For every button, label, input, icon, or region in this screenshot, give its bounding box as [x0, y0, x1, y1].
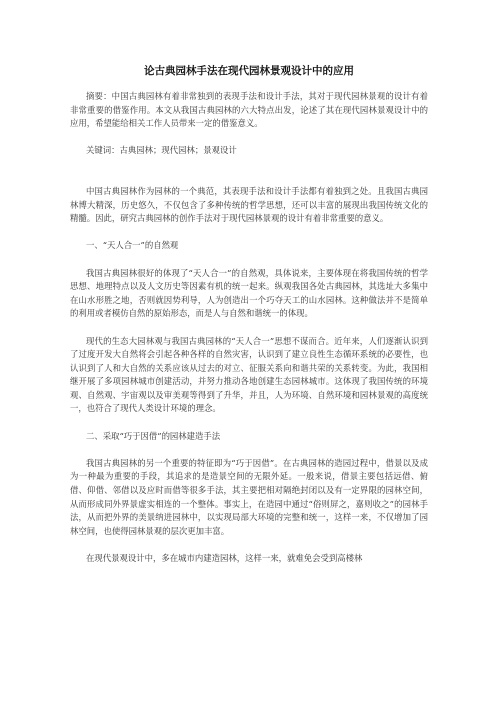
spacer — [70, 158, 428, 185]
section-1-paragraph-1: 我国古典园林很好的体现了“天人合一”的自然观，具体说来，主要体现在将我国传统的哲学思想、地理特点以及人文历史等因素有机的统一起来。纵观我国各处古典园林，其选址大多集中在山水形胜之地，否则就因势利导，人为创造出一个巧夺天工的山水园林。这种做法并不是简单的利用或者模仿自然的原始形态，而是人与自然和谐统一的体现。 — [70, 267, 428, 319]
spacer — [70, 321, 428, 335]
spacer — [70, 226, 428, 240]
spacer — [70, 253, 428, 267]
spacer — [70, 131, 428, 145]
intro-paragraph: 中国古典园林作为园林的一个典范，其表现手法和设计手法都有着独到之处。且我国古典园林博大精深，历史悠久，不仅包含了多种传统的哲学思想，还可以丰富的展现出我国传统文化的精髓。因此，研究古典园林的创作手法对于现代园林景观的设计有着非常重要的意义。 — [70, 185, 428, 224]
section-heading-2: 二、采取“巧于因借”的园林建造手法 — [86, 430, 221, 441]
section-2-paragraph-2: 在现代景观设计中，多在城市内建造园林，这样一来，就难免会受到高楼林 — [86, 553, 363, 563]
section-1-paragraph-2: 现代的生态大园林观与我国古典园林的“天人合一”思想不谋而合。近年来，人们逐渐认识到了过度开发大自然将会引起各种各样的自然灾害，认识到了建立良性生态循环系统的必要性，也认识到了人和大自然的关系应该从过去的对立、征服关系向和谐共荣的关系转变。为此，我国相继开展了多项园林城市创建活动，并努力推动各地创建生态园林城市。这体现了我国传统的环境观、自然观、宇宙观以及审美观等得到了升华，并且，人为环境、自然环境和园林景观的高度统一，也符合了现代人类设计环境的理念。 — [70, 335, 428, 414]
keywords-line: 关键词：古典园林；现代园林；景观设计 — [86, 145, 237, 156]
spacer — [70, 443, 428, 457]
section-heading-1: 一、“天人合一”的自然观 — [86, 240, 179, 251]
abstract-paragraph: 摘要：中国古典园林有着非常独到的表现手法和设计手法，其对于现代园林景观的设计有着非常重要的借鉴作用。本文从我国古典园林的六大特点出发，论述了其在现代园林景观设计中的应用，希望能给相关工作人员带来一定的借鉴意义。 — [70, 91, 428, 129]
section-2-paragraph-1: 我国古典园林的另一个重要的特征即为“巧于因借”。在古典园林的造园过程中，借景以及成为一种最为重要的手段，其追求的是造景空间的无限外延。一般来说，借景主要包括远借、俯借、仰借、邻借以及应时而借等很多手法，其主要把相对隔绝封闭以及有一定界限的园林空间，从而形成同外界景虚实相连的一个整体。事实上，在造园中通过“俗则屏之，嘉则收之”的园林手法，从而把外界的美景纳进园林中，以实现局部大环境的完整和统一，这样一来，不仅增加了园 林空间，也使得园林景观的层次更加丰富。 — [70, 457, 428, 536]
spacer — [70, 538, 428, 552]
spacer — [70, 416, 428, 430]
document-title: 论古典园林手法在现代园林景观设计中的应用 — [144, 65, 354, 77]
